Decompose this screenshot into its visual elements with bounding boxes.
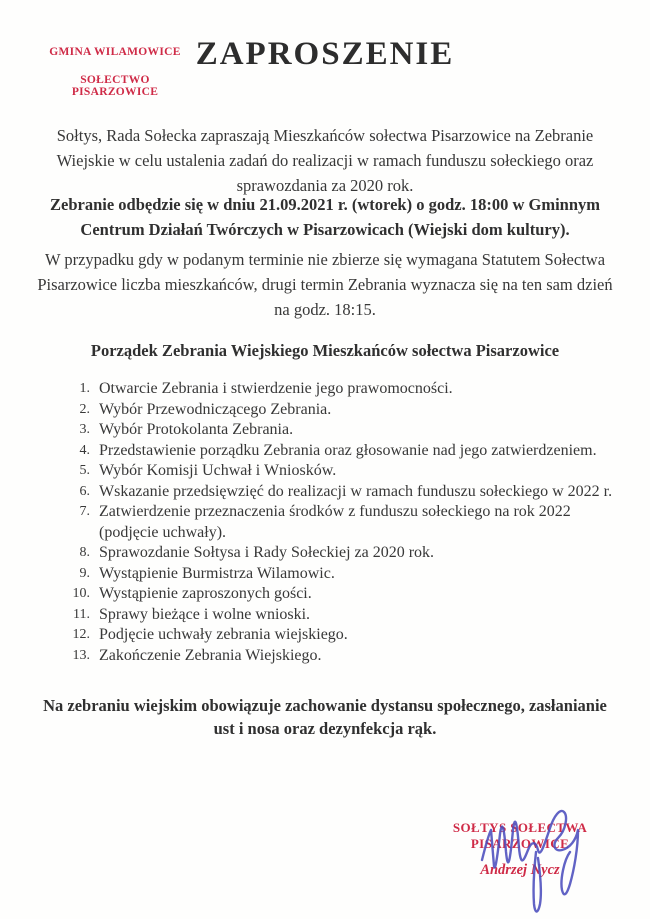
agenda-item bbox=[68, 584, 630, 605]
agenda-item-text: Wystąpienie Burmistrza Wilamowic. bbox=[99, 564, 335, 582]
agenda-item-text: Przedstawienie porządku Zebrania oraz głosowanie nad jego zatwierdzeniem. bbox=[99, 441, 597, 459]
agenda-item bbox=[68, 646, 630, 667]
agenda-item-text: Wybór Protokolanta Zebrania. bbox=[99, 421, 294, 438]
signature-title-line1: SOŁTYS SOŁECTWA bbox=[452, 820, 588, 835]
agenda-item-text: Sprawozdanie Sołtysa i Rady Sołeckiej za 2020 rok. bbox=[99, 544, 435, 561]
agenda-item bbox=[68, 482, 630, 503]
agenda-item-text: Wybór Przewodniczącego Zebrania. bbox=[99, 400, 332, 418]
agenda-item-text: Zakończenie Zebrania Wiejskiego. bbox=[99, 646, 322, 664]
agenda-item bbox=[68, 502, 630, 543]
covid-note: Na zebraniu wiejskim obowiązuje zachowanie dystansu społecznego, zasłanianie ust i nosa oraz dezynfekcja rąk. bbox=[43, 696, 607, 738]
stamp-gmina-line: GMINA WILAMOWICE bbox=[49, 46, 181, 58]
signature-name: Andrzej Nycz bbox=[480, 862, 560, 878]
agenda-item-text: Podjęcie uchwały zebrania wiejskiego. bbox=[99, 626, 348, 643]
intro-paragraph: Sołtys, Rada Sołecka zapraszają Mieszkańców sołectwa Pisarzowice na Zebranie Wiejskie w celu ustalenia zadań do realizacji w ramach funduszu sołeckiego oraz sprawozdania za 2020 rok. bbox=[56, 126, 594, 195]
agenda-item-text: Wskazanie przedsięwzięć do realizacji w ramach funduszu sołeckiego w 2022 r. bbox=[99, 482, 613, 500]
agenda-item-text: Wystąpienie zaproszonych gości. bbox=[99, 585, 312, 602]
signature-block bbox=[440, 820, 600, 879]
agenda-item-number: 13. bbox=[72, 647, 90, 663]
agenda-item bbox=[68, 543, 630, 564]
signature-title-line2: PISARZOWICE bbox=[470, 836, 570, 851]
agenda-item-text: Sprawy bieżące i wolne wnioski. bbox=[99, 605, 311, 623]
agenda-item-number: 2. bbox=[79, 401, 90, 417]
agenda-item bbox=[68, 461, 630, 482]
agenda-item-text: Wybór Komisji Uchwał i Wniosków. bbox=[99, 462, 337, 479]
agenda-item-number: 10. bbox=[72, 586, 90, 601]
agenda-item-number: 9. bbox=[79, 565, 90, 581]
agenda-item-number: 3. bbox=[79, 422, 90, 437]
agenda-item-number: 4. bbox=[79, 442, 90, 458]
agenda-item-number: 8. bbox=[79, 545, 90, 560]
agenda-item bbox=[68, 400, 630, 421]
agenda-item bbox=[68, 564, 630, 585]
second-term-paragraph: W przypadku gdy w podanym terminie nie zbierze się wymagana Statutem Sołectwa Pisarzowice liczba mieszkańców, drugi termin Zebrania wyznacza się na ten sam dzień na godz. 18:15. bbox=[37, 250, 613, 319]
agenda-item bbox=[68, 420, 630, 441]
agenda-item bbox=[68, 605, 630, 626]
agenda-item-number: 5. bbox=[79, 463, 90, 478]
document-title: ZAPROSZENIE bbox=[195, 36, 455, 72]
agenda-item-number: 12. bbox=[72, 627, 90, 642]
agenda-item-number: 11. bbox=[73, 606, 90, 622]
agenda-heading: Porządek Zebrania Wiejskiego Mieszkańców sołectwa Pisarzowice bbox=[90, 341, 560, 360]
agenda-item-text: Otwarcie Zebrania i stwierdzenie jego prawomocności. bbox=[99, 380, 453, 397]
agenda-list bbox=[68, 379, 630, 666]
agenda-item-number: 6. bbox=[79, 483, 90, 499]
agenda-item bbox=[68, 625, 630, 646]
agenda-item-text: Zatwierdzenie przeznaczenia środków z funduszu sołeckiego na rok 2022 (podjęcie uchwały). bbox=[99, 503, 571, 541]
meeting-details-paragraph: Zebranie odbędzie się w dniu 21.09.2021 r. (wtorek) o godz. 18:00 w Gminnym Centrum Działań Twórczych w Pisarzowicach (Wiejski dom kultury). bbox=[49, 195, 600, 239]
agenda-item-number: 7. bbox=[79, 504, 90, 519]
agenda-item bbox=[68, 379, 630, 400]
agenda-item bbox=[68, 441, 630, 462]
agenda-item-number: 1. bbox=[79, 381, 90, 396]
stamp-solectwo-line: SOŁECTWO PISARZOWICE bbox=[71, 74, 159, 98]
